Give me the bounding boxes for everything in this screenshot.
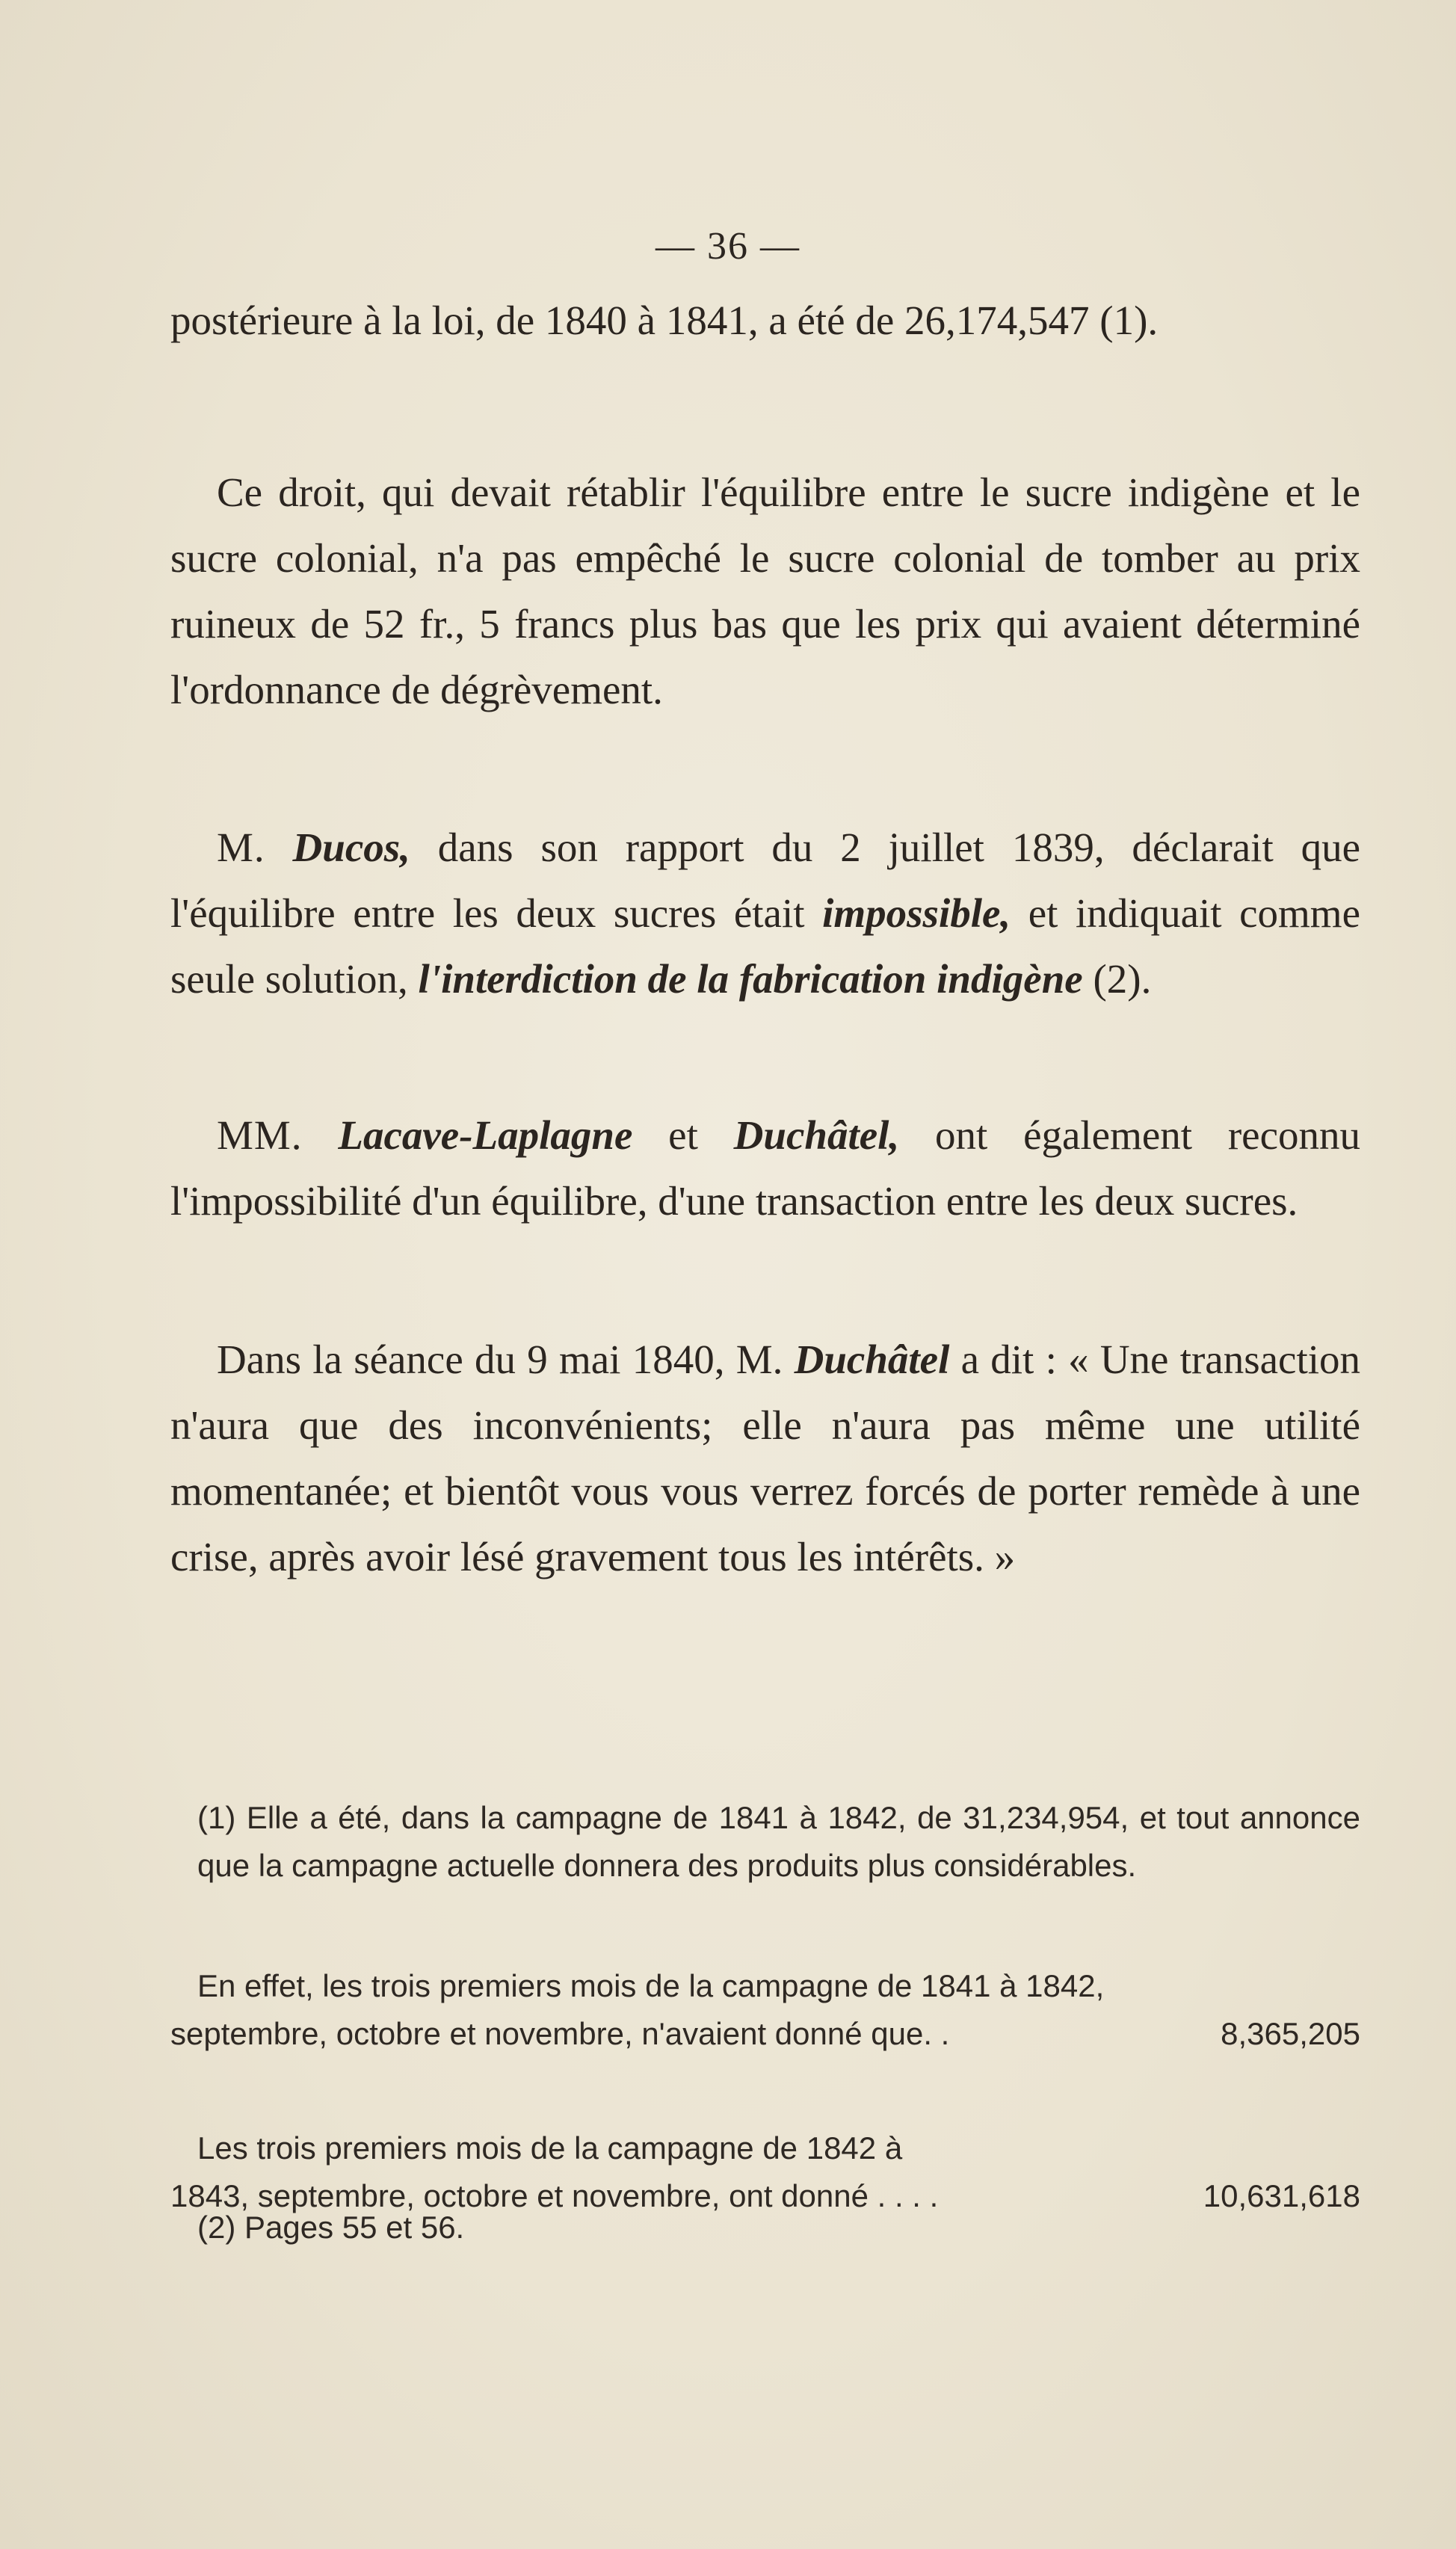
paragraph-1-text: postérieure à la loi, de 1840 à 1841, a été de 26,174,547 (1).	[170, 298, 1159, 343]
footnote-1-row-a-label: septembre, octobre et novembre, n'avaient donné que. .	[170, 2016, 950, 2051]
paragraph-4-part-2: ont également reconnu l'impossibilité d'un équilibre, d'une transaction entre les deux sucres.	[170, 1112, 1360, 1224]
name-duchatel-quote: Duchâtel	[794, 1337, 950, 1382]
paragraph-2	[170, 460, 1360, 723]
paragraph-4-part-1: et	[632, 1112, 734, 1158]
emphasis-impossible: impossible,	[822, 890, 1011, 936]
page-number: — 36 —	[655, 225, 801, 268]
paragraph-3-part-2: et indiquait comme seule solution,	[170, 890, 1360, 1002]
footnote-1-row-b-label: 1843, septembre, octobre et novembre, ont donné . . . .	[170, 2178, 939, 2213]
title-monsieur: M.	[217, 825, 265, 870]
footnote-1-row-b-value: 10,631,618	[1203, 2178, 1360, 2213]
footnote-1-row-a-value: 8,365,205	[1221, 2016, 1360, 2051]
paragraph-5-quote: a dit : « Une transaction n'aura que des inconvénients; elle n'aura pas même une utilité momentanée; et bientôt vous vous verrez forcés de porter remède à une crise, après avoir lésé gravement tous les intérêts. »	[170, 1337, 1361, 1579]
footnote-1-line-a: En effet, les trois premiers mois de la campagne de 1841 à 1842,	[197, 1968, 1105, 2003]
footnote-1-row-a	[170, 2010, 1360, 2058]
name-lacave-laplagne: Lacave-Laplagne	[338, 1112, 633, 1158]
footnote-1-continued	[170, 1962, 1360, 2058]
title-messieurs: MM.	[217, 1112, 303, 1158]
name-duchatel: Duchâtel,	[733, 1112, 900, 1158]
footnote-1-line-b: Les trois premiers mois de la campagne de 1842 à	[197, 2130, 903, 2166]
footnote-1-text: (1) Elle a été, dans la campagne de 1841 à 1842, de 31,234,954, et tout annonce que la campagne actuelle donnera des produits plus considérables.	[197, 1800, 1360, 1883]
paragraph-3-part-1: dans son rapport du 2 juillet 1839, déclarait que l'équilibre entre les deux sucres était	[170, 825, 1361, 936]
footnote-2-text: (2) Pages 55 et 56.	[197, 2210, 465, 2245]
paragraph-4-text	[170, 1103, 1360, 1234]
paragraph-5-text	[170, 1327, 1360, 1590]
paragraph-2-text: Ce droit, qui devait rétablir l'équilibre entre le sucre indigène et le sucre colonial, n'a pas empêché le sucre colonial de tomber au prix ruineux de 52 fr., 5 francs plus bas que les prix qui avaient déterminé l'ordonnance de dégrèvement.	[170, 469, 1360, 712]
emphasis-interdiction: l'interdiction de la fabrication indigène	[418, 956, 1083, 1002]
paragraph-5	[170, 1327, 1360, 1590]
footnote-2	[170, 2204, 1360, 2251]
paragraph-3	[170, 815, 1360, 1012]
paragraph-3-part-3: (2).	[1082, 956, 1152, 1002]
paragraph-4	[170, 1103, 1360, 1234]
paragraph-3-text	[170, 815, 1360, 1012]
paragraph-5-part-1: Dans la séance du 9 mai 1840, M.	[217, 1337, 795, 1382]
footnote-1	[170, 1794, 1360, 1890]
paragraph-1	[170, 288, 1360, 354]
name-ducos: Ducos,	[292, 825, 410, 870]
